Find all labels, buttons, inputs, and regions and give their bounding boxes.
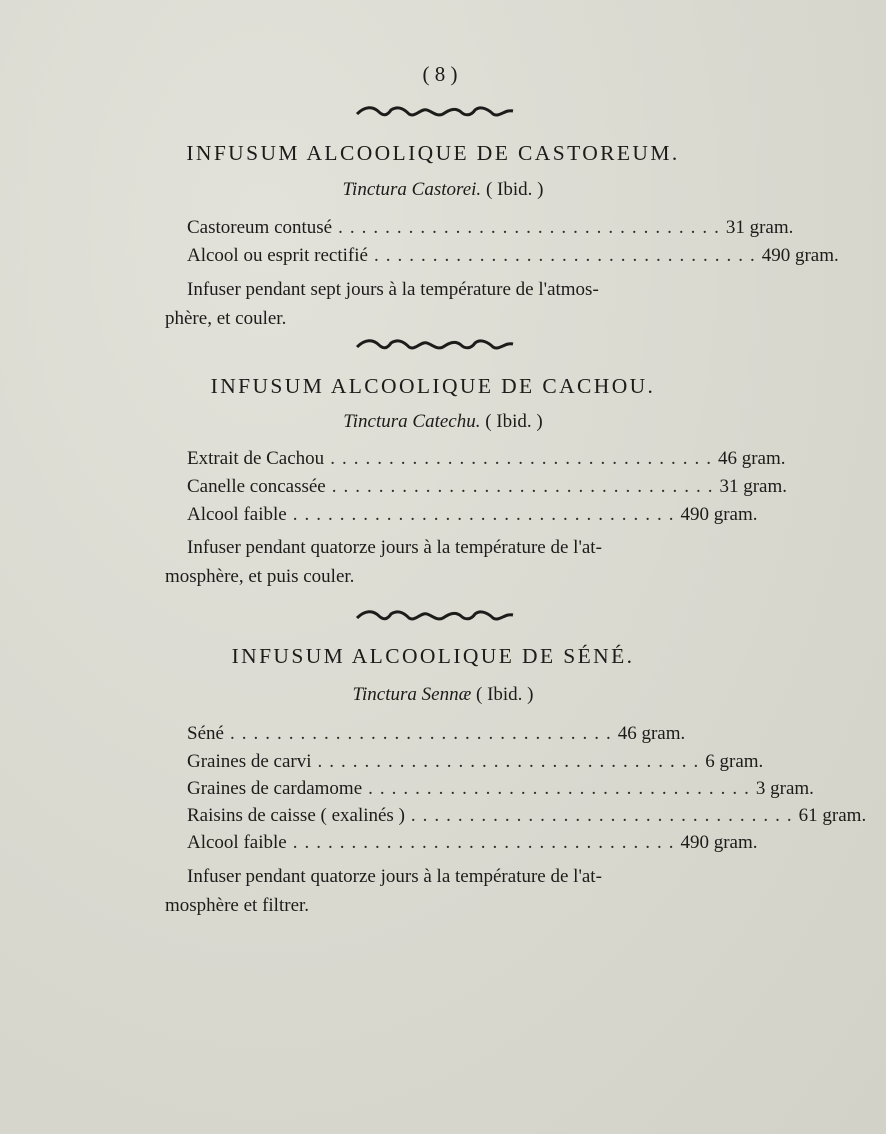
ingredient-row (187, 778, 814, 806)
instruction-paragraph (165, 275, 705, 333)
section-subtitle (0, 179, 886, 201)
ingredient-name: Raisins de caisse ( exalinés ) (187, 805, 405, 826)
ingredient-row (187, 805, 867, 833)
dot-leader: ................................. (317, 751, 706, 772)
section-title: INFUSUM ALCOOLIQUE DE CASTOREUM. (186, 141, 680, 165)
ingredient-name: Castoreum contusé (187, 217, 333, 238)
section-subtitle (0, 411, 886, 433)
dot-leader: ................................. (338, 217, 726, 238)
ingredient-row (187, 217, 794, 245)
section-title: INFUSUM ALCOOLIQUE DE CACHOU. (210, 374, 656, 398)
ingredient-name: Alcool ou esprit rectifié (187, 245, 368, 266)
ingredient-quantity: 490 gram. (680, 504, 758, 525)
instruction-line: mosphère et filtrer. (165, 895, 310, 916)
ingredient-quantity: 46 gram. (617, 723, 686, 744)
ingredient-name: Alcool faible (187, 832, 287, 853)
ingredient-name: Alcool faible (187, 504, 287, 525)
ingredient-name: Graines de carvi (187, 751, 312, 772)
ingredient-row (187, 476, 788, 504)
decorative-ornament-divider (0, 339, 870, 353)
ingredient-quantity: 490 gram. (761, 245, 839, 266)
instruction-line: Infuser pendant quatorze jours à la température de l'at- (187, 537, 602, 558)
dot-leader: ................................. (410, 805, 799, 826)
ingredient-row (187, 832, 758, 860)
ingredient-name: Canelle concassée (187, 476, 326, 497)
latin-name: Tinctura Castorei. (342, 179, 482, 200)
dot-leader: ................................. (330, 448, 718, 469)
reference: ( Ibid. ) (476, 684, 534, 705)
ingredient-row (187, 751, 764, 779)
ingredient-name: Séné (187, 723, 224, 744)
ingredient-name: Extrait de Cachou (187, 448, 325, 469)
decorative-ornament-divider (0, 106, 870, 120)
ingredient-quantity: 31 gram. (719, 476, 788, 497)
ingredient-quantity: 3 gram. (755, 778, 814, 799)
dot-leader: ................................. (229, 723, 618, 744)
latin-name: Tinctura Sennæ (352, 684, 472, 705)
dot-leader: ................................. (292, 832, 681, 853)
instruction-line: Infuser pendant quatorze jours à la température de l'at- (187, 866, 602, 887)
instruction-paragraph (165, 533, 705, 591)
decorative-ornament-divider (0, 610, 870, 624)
instruction-line: phère, et couler. (165, 308, 287, 329)
ingredient-quantity: 31 gram. (725, 217, 794, 238)
reference: ( Ibid. ) (485, 179, 544, 200)
reference: ( Ibid. ) (485, 411, 543, 432)
section-title: INFUSUM ALCOOLIQUE DE SÉNÉ. (231, 644, 635, 668)
section-subtitle (0, 684, 886, 706)
ingredient-quantity: 46 gram. (717, 448, 786, 469)
ingredient-row (187, 723, 686, 751)
instruction-paragraph (165, 862, 705, 920)
ingredient-row (187, 448, 786, 476)
ingredient-name: Graines de cardamome (187, 778, 363, 799)
instruction-line: Infuser pendant sept jours à la température de l'atmos- (187, 279, 599, 300)
latin-name: Tinctura Catechu. (343, 411, 481, 432)
dot-leader: ................................. (368, 778, 756, 799)
ingredient-quantity: 6 gram. (705, 751, 764, 772)
page-number: ( 8 ) (422, 62, 458, 86)
dot-leader: ................................. (292, 504, 681, 525)
ingredient-quantity: 61 gram. (798, 805, 867, 826)
instruction-line: mosphère, et puis couler. (165, 566, 355, 587)
ingredient-row (187, 245, 839, 273)
ingredient-quantity: 490 gram. (680, 832, 758, 853)
dot-leader: ................................. (373, 245, 762, 266)
ingredient-row (187, 504, 758, 532)
dot-leader: ................................. (331, 476, 720, 497)
